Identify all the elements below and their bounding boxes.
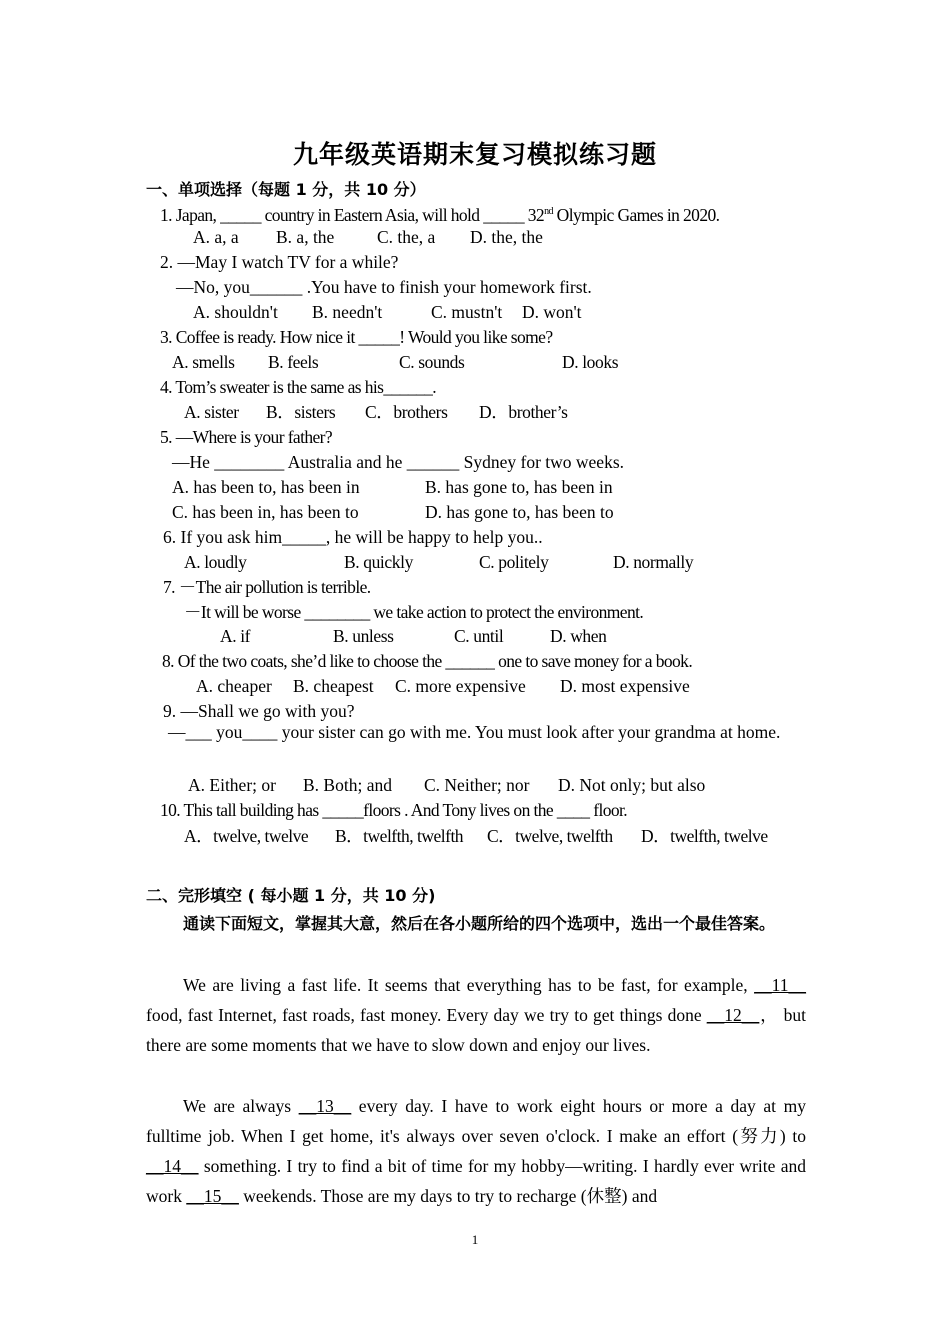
option: B. has gone to, has been in (425, 477, 613, 497)
option: C. the, a (377, 227, 436, 247)
question-5-stem-reply: —He ________ Australia and he ______ Sydney for two weeks. (172, 452, 625, 472)
question-7-stem-reply: －It will be worse ________ we take action to protect the environment. (184, 602, 644, 622)
option: C. sounds (399, 352, 465, 372)
option: C．twelve, twelfth (487, 826, 613, 846)
option: B. quickly (344, 552, 413, 572)
option: D．twelfth, twelve (641, 826, 768, 846)
option: C. until (454, 626, 504, 646)
option: A. cheaper (196, 676, 272, 696)
option: D. has gone to, has been to (425, 502, 614, 522)
question-2-stem: 2. —May I watch TV for a while? (160, 252, 399, 272)
option: A. if (220, 626, 251, 646)
question-2-stem-reply: —No, you______ .You have to finish your homework first. (176, 277, 592, 297)
question-2-options (193, 301, 582, 323)
question-8-stem: 8. Of the two coats, she’d like to choose the ______ one to save money for a book. (162, 651, 693, 671)
question-3-stem: 3. Coffee is ready. How nice it _____! Would you like some? (160, 327, 553, 347)
question-4-stem: 4. Tom’s sweater is the same as his______. (160, 377, 437, 397)
option: C．brothers (365, 402, 448, 422)
option: D. Not only; but also (558, 775, 706, 795)
option: D. normally (613, 552, 694, 572)
option: A．twelve, twelve (184, 826, 309, 846)
option: D. when (550, 626, 607, 646)
option: D．brother’s (479, 402, 568, 422)
option: B. needn't (312, 302, 383, 322)
question-10-options (184, 825, 768, 847)
option: D. the, the (470, 227, 543, 247)
question-5-options-row-2 (172, 501, 614, 523)
question-3-options (172, 351, 618, 373)
option: C. Neither; nor (424, 775, 530, 795)
passage-paragraph-1: We are living a fast life. It seems that everything has to be fast, for example, __11__ food, fast Internet, fast roads, fast money. Every day we try to get things done __12__， but there are some moments that we have to slow down and enjoy our lives. (146, 975, 806, 1055)
option: C. has been in, has been to (172, 502, 359, 522)
question-6-options (184, 551, 693, 573)
question-5-options-row-1 (172, 476, 613, 498)
option: D. most expensive (560, 676, 690, 696)
blank-12: __12__ (706, 1005, 760, 1025)
question-8-options (196, 675, 690, 697)
option: A. shouldn't (193, 302, 278, 322)
passage-paragraph-2: We are always __13__ every day. I have to work eight hours or more a day at my fulltime job. When I get home, it's always over seven o'clock. I make an effort (努力) to __14__ something. I try to find a bit of time for my hobby—writing. I hardly ever write and work __15__ weekends. Those are my days to try to recharge (休整) and (146, 1096, 807, 1206)
blank-11: __11__ (754, 975, 806, 995)
page-number: 1 (471, 1232, 479, 1247)
section-1-heading: 一、单项选择（每题 1 分，共 10 分） (146, 180, 426, 199)
option: A. smells (172, 352, 235, 372)
option: D. looks (562, 352, 619, 372)
option: C. politely (479, 552, 549, 572)
option: B. a, the (276, 227, 335, 247)
option: B. cheapest (293, 676, 374, 696)
option: B. feels (268, 352, 319, 372)
option: B. Both; and (303, 775, 392, 795)
question-9-stem-reply: —___ you____ your sister can go with me. You must look after your grandma at home. (168, 722, 781, 742)
option: A. loudly (184, 552, 247, 572)
question-9-stem: 9. —Shall we go with you? (163, 701, 355, 721)
blank-13: __13__ (298, 1096, 352, 1116)
question-4-options (184, 401, 568, 423)
question-6-stem: 6. If you ask him_____, he will be happy to help you.. (163, 527, 543, 547)
section-2-heading: 二、完形填空 ( 每小题 1 分，共 10 分) (146, 886, 436, 905)
question-1-stem: 1. Japan, _____ country in Eastern Asia, will hold _____ 32nd Olympic Games in 2020. (160, 204, 720, 225)
option: A. has been to, has been in (172, 477, 360, 497)
blank-15: __15__ (186, 1186, 239, 1206)
question-7-stem: 7. －The air pollution is terrible. (163, 577, 371, 597)
question-7-options (220, 625, 607, 647)
question-1-options (193, 226, 543, 248)
option: A. sister (184, 402, 239, 422)
section-2-instruction: 通读下面短文，掌握其大意，然后在各小题所给的四个选项中，选出一个最佳答案。 (183, 914, 776, 933)
option: C. mustn't (431, 302, 503, 322)
option: A. a, a (193, 227, 239, 247)
question-10-stem: 10. This tall building has _____floors . And Tony lives on the ____ floor. (160, 800, 628, 820)
option: B．twelfth, twelfth (335, 826, 464, 846)
question-5-stem: 5. —Where is your father? (160, 427, 333, 447)
blank-14: __14__ (146, 1156, 199, 1176)
option: C. more expensive (395, 676, 526, 696)
page-title: 九年级英语期末复习模拟练习题 (292, 140, 657, 169)
option: B．sisters (266, 402, 336, 422)
option: D. won't (522, 302, 582, 322)
option: A. Either; or (188, 775, 276, 795)
option: B. unless (333, 626, 394, 646)
question-9-options (188, 774, 705, 796)
